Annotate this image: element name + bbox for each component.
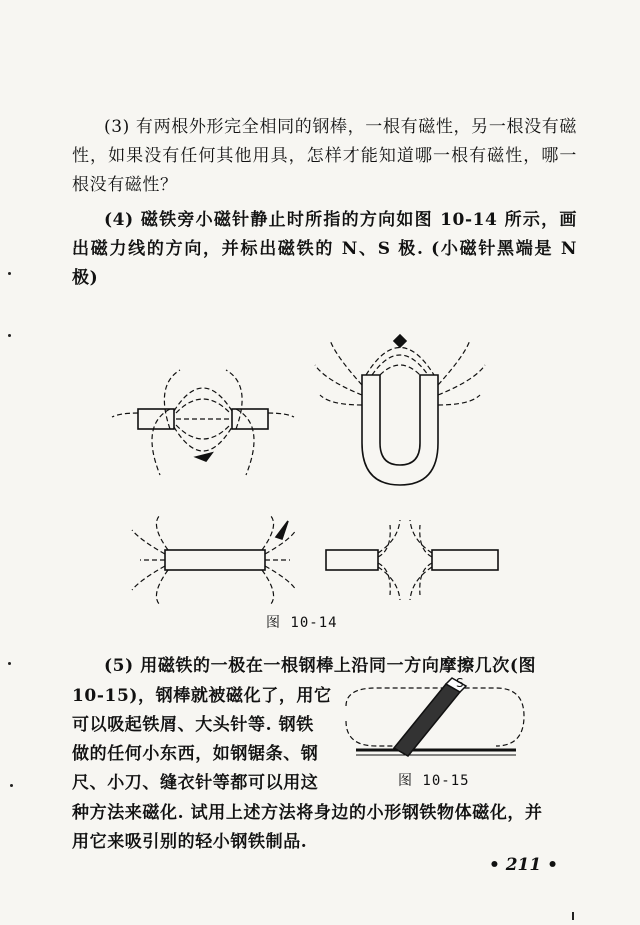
question-5-line-3: 可以吸起铁屑、大头针等. 钢铁 — [72, 715, 314, 735]
scan-speck — [572, 912, 574, 920]
scan-speck — [8, 334, 11, 337]
question-5-line-7: 用它来吸引别的轻小钢铁制品. — [72, 832, 308, 852]
fig14-horseshoe — [315, 335, 485, 485]
question-5-line-5: 尺、小刀、缝衣针等都可以用这 — [72, 773, 319, 793]
question-5-line-6: 种方法来磁化. 试用上述方法将身边的小形钢铁物体磁化，并 — [72, 803, 543, 823]
question-3: (3) 有两根外形完全相同的钢棒，一根有磁性，另一根没有磁性，如果没有任何其他用具，怎样才能知道哪一根有磁性，哪一根没有磁性？ — [72, 117, 577, 195]
figure-10-14-caption: 图 10-14 — [266, 615, 338, 631]
fig14-single-bar — [132, 515, 296, 605]
question-5-line-2: 10-15)，钢棒就被磁化了，用它 — [72, 686, 332, 706]
figure-10-15 — [336, 676, 536, 761]
question-5-line-4: 做的任何小东西，如钢锯条、钢 — [72, 744, 319, 764]
fig14-repel-bars — [326, 520, 498, 600]
fig14-pair-bars — [112, 370, 294, 475]
question-5-line-1: (5) 用磁铁的一极在一根钢棒上沿同一方向摩擦几次(图 — [104, 656, 537, 676]
figure-10-15-magnet-label: S — [456, 676, 464, 690]
figure-10-14 — [0, 325, 640, 605]
figure-10-15-caption: 图 10-15 — [398, 773, 470, 789]
scan-speck — [10, 784, 13, 787]
scan-speck — [8, 662, 11, 665]
page-number: • 211 • — [488, 855, 558, 875]
scan-speck — [8, 272, 11, 275]
question-4: (4) 磁铁旁小磁针静止时所指的方向如图 10-14 所示，画出磁力线的方向，并标出磁铁的 N、S 极. (小磁针黑端是 N 极) — [72, 210, 577, 288]
